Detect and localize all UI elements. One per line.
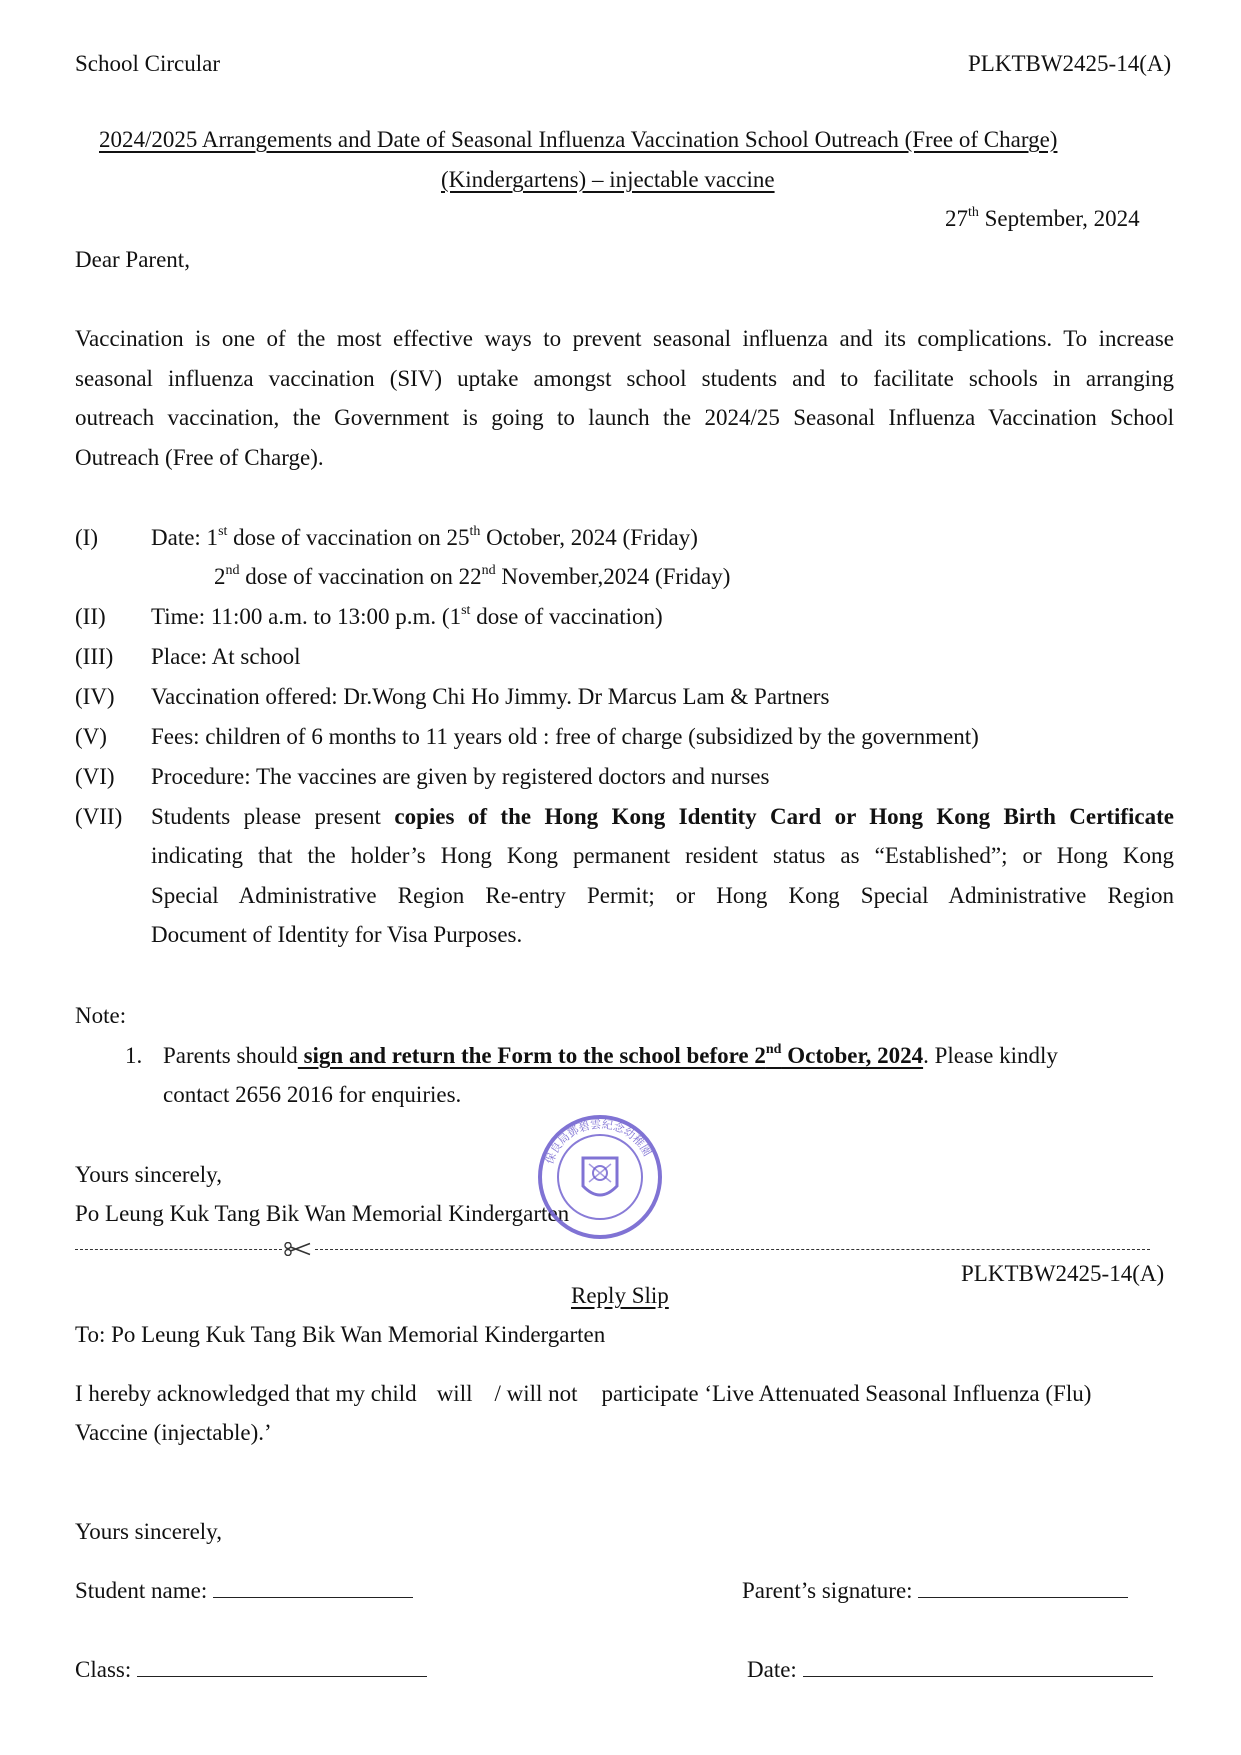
- student-name-blank[interactable]: [213, 1579, 413, 1598]
- date-field: [747, 1657, 1153, 1683]
- closing-yours: Yours sincerely,: [75, 1162, 222, 1187]
- note-bold-sup: nd: [765, 1042, 782, 1058]
- note-bold-a: sign and return the Form to the school before 2: [297, 1043, 766, 1068]
- seal-text: 保良局鄧碧雲紀念幼稚園: [542, 1117, 654, 1166]
- student-name-label: Student name:: [75, 1578, 208, 1603]
- date-blank[interactable]: [803, 1658, 1153, 1677]
- date-day: 27: [945, 206, 968, 231]
- reply-ack-line-2: Vaccine (injectable).’: [75, 1420, 272, 1445]
- item-3-place: Place: At school: [151, 644, 301, 669]
- date-rest: September, 2024: [978, 206, 1140, 231]
- intro-line-4: Outreach (Free of Charge).: [75, 445, 324, 470]
- item-6-number: (VI): [75, 764, 115, 789]
- scissors-icon: [284, 1242, 312, 1256]
- item-1-number: (I): [75, 525, 98, 550]
- cut-line-dashes-right: [315, 1249, 1150, 1250]
- note-number: 1.: [125, 1043, 143, 1068]
- item-2-number: (II): [75, 604, 106, 629]
- item-4-number: (IV): [75, 684, 115, 709]
- will-not-option[interactable]: / will not: [494, 1381, 578, 1406]
- date-label: Date:: [747, 1657, 797, 1682]
- salutation: Dear Parent,: [75, 247, 190, 272]
- note-bold-b: October, 2024: [781, 1043, 924, 1068]
- school-seal: [535, 1112, 665, 1242]
- item-1-sup-d: nd: [225, 563, 240, 579]
- item-2-text-b: dose of vaccination): [470, 604, 663, 629]
- class-blank[interactable]: [137, 1658, 427, 1677]
- circular-label: School Circular: [75, 51, 220, 76]
- item-1-text-b: dose of vaccination on 25: [227, 525, 470, 550]
- reply-recipient: To: Po Leung Kuk Tang Bik Wan Memorial Kindergarten: [75, 1322, 606, 1347]
- item-2-time: [151, 604, 663, 630]
- item-1-text-d: 2: [214, 564, 226, 589]
- item-6-procedure: Procedure: The vaccines are given by registered doctors and nurses: [151, 764, 770, 789]
- cut-line: [75, 1242, 1150, 1256]
- parent-signature-blank[interactable]: [918, 1579, 1128, 1598]
- title-line-1: 2024/2025 Arrangements and Date of Seasonal Influenza Vaccination School Outreach (Free of Charge): [99, 127, 1058, 152]
- item-2-sup: st: [461, 603, 471, 619]
- item-1-date-first: [151, 525, 698, 551]
- intro-line-1: Vaccination is one of the most effective ways to prevent seasonal influenza and its complications. To increase: [75, 326, 1174, 351]
- item-7-line-3: Special Administrative Region Re-entry Permit; or Hong Kong Special Administrative Region: [151, 883, 1174, 908]
- item-1-text-c: October, 2024 (Friday): [480, 525, 698, 550]
- item-7-line-1: [151, 804, 1174, 830]
- will-option[interactable]: will: [436, 1381, 473, 1406]
- date-suffix: th: [968, 205, 979, 221]
- item-3-number: (III): [75, 644, 114, 669]
- item-7-number: (VII): [75, 804, 123, 829]
- class-field: [75, 1657, 427, 1683]
- title-line-2: (Kindergartens) – injectable vaccine: [441, 167, 775, 192]
- item-1-sup-e: nd: [481, 563, 496, 579]
- reply-yours: Yours sincerely,: [75, 1519, 222, 1544]
- item-7-line-4: Document of Identity for Visa Purposes.: [151, 922, 523, 947]
- item-1-text-e: dose of vaccination on 22: [239, 564, 482, 589]
- closing-organization: Po Leung Kuk Tang Bik Wan Memorial Kindergarten: [75, 1201, 570, 1226]
- item-1-sup-a: st: [218, 524, 228, 540]
- item-7-line-2: indicating that the holder’s Hong Kong permanent resident status as “Established”; or Hong Kong: [151, 843, 1174, 868]
- note-text-b: . Please kindly: [923, 1043, 1058, 1068]
- reference-number: PLKTBW2425-14(A): [968, 51, 1172, 76]
- cut-line-dashes-left: [75, 1249, 282, 1250]
- reply-slip-title: Reply Slip: [571, 1283, 669, 1308]
- intro-line-3: outreach vaccination, the Government is going to launch the 2024/25 Seasonal Influenza Vaccination School: [75, 405, 1174, 430]
- note-line-2: contact 2656 2016 for enquiries.: [163, 1082, 462, 1107]
- student-name-field: [75, 1578, 413, 1604]
- item-5-number: (V): [75, 724, 107, 749]
- parent-signature-label: Parent’s signature:: [742, 1578, 913, 1603]
- item-1-sup-b: th: [469, 524, 481, 540]
- item-5-fees: Fees: children of 6 months to 11 years old : free of charge (subsidized by the government): [151, 724, 979, 749]
- note-line-1: [163, 1043, 1058, 1069]
- note-text-a: Parents should: [163, 1043, 298, 1068]
- letter-date: [945, 206, 1140, 232]
- parent-signature-field: [742, 1578, 1128, 1604]
- ack-text: I hereby acknowledged that my child: [75, 1381, 417, 1406]
- item-1-text-f: November,2024 (Friday): [495, 564, 731, 589]
- item-7-bold: copies of the Hong Kong Identity Card or Hong Kong Birth Certificate: [394, 804, 1174, 829]
- item-1-text-a: Date: 1: [151, 525, 219, 550]
- class-label: Class:: [75, 1657, 132, 1682]
- item-7-text-a: Students please present: [151, 804, 395, 829]
- reply-ack-line-1: [75, 1381, 1091, 1407]
- item-1-date-second: [214, 564, 730, 590]
- ack-participate-text: participate ‘Live Attenuated Seasonal Influenza (Flu): [601, 1381, 1092, 1406]
- reply-reference-number: PLKTBW2425-14(A): [961, 1261, 1165, 1286]
- intro-line-2: seasonal influenza vaccination (SIV) uptake amongst school students and to facilitate schools in arranging: [75, 366, 1174, 391]
- note-bold-instruction: [298, 1043, 923, 1068]
- item-4-vaccination-offered: Vaccination offered: Dr.Wong Chi Ho Jimmy. Dr Marcus Lam & Partners: [151, 684, 830, 709]
- item-2-text-a: Time: 11:00 a.m. to 13:00 p.m. (1: [151, 604, 462, 629]
- note-label: Note:: [75, 1003, 127, 1028]
